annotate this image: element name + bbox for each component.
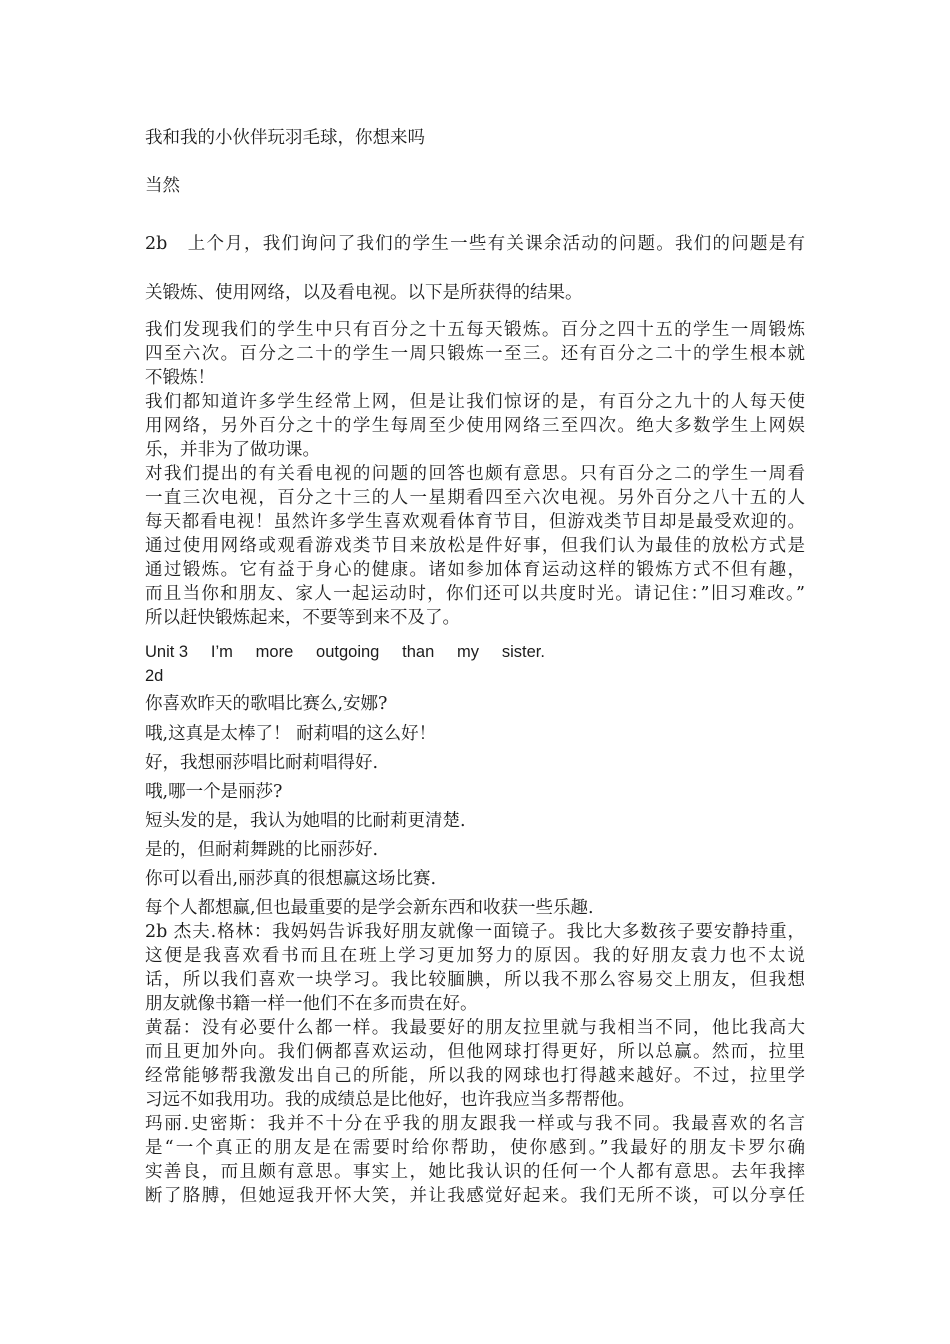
paragraph-line: 通过锻炼。它有益于身心的健康。诸如参加体育运动这样的锻炼方式不但有趣， xyxy=(145,560,805,580)
paragraph-line: 这便是我喜欢看书而且在班上学习更加努力的原因。我的好朋友袁力也不太说 xyxy=(145,946,805,966)
paragraph-line: 经常能够帮我激发出自己的所能，所以我的网球也打得越来越好。不过，拉里学 xyxy=(145,1066,805,1086)
intro-line-1: 我和我的小伙伴玩羽毛球，你想来吗 xyxy=(145,128,425,148)
section-2b-intro-line-1: 2b 上个月，我们询问了我们的学生一些有关课余活动的问题。我们的问题是有 xyxy=(145,234,805,254)
paragraph-line: 四至六次。百分之二十的学生一周只锻炼一至三。还有百分之二十的学生根本就 xyxy=(145,344,805,364)
unit-title-word: more xyxy=(255,643,294,661)
unit-title-word: sister. xyxy=(501,643,545,661)
dialogue-line: 好，我想丽莎唱比耐莉唱得好. xyxy=(145,753,379,773)
dialogue-line: 短头发的是，我认为她唱的比耐莉更清楚. xyxy=(145,811,466,831)
paragraph-line: 断了胳膊，但她逗我开怀大笑，并让我感觉好起来。我们无所不谈，可以分享任 xyxy=(145,1186,805,1206)
paragraph-line: 每天都看电视！虽然许多学生喜欢观看体育节目，但游戏类节目却是最受欢迎的。 xyxy=(145,512,805,532)
paragraph-line: 黄磊：没有必要什么都一样。我最要好的朋友拉里就与我相当不同，他比我高大 xyxy=(145,1018,805,1038)
paragraph-line: 通过使用网络或观看游戏类节目来放松是件好事，但我们认为最佳的放松方式是 xyxy=(145,536,805,556)
dialogue-line: 是的，但耐莉舞跳的比丽莎好. xyxy=(145,840,379,860)
unit-title-word: my xyxy=(457,643,480,661)
paragraph-line: 所以赶快锻炼起来，不要等到来不及了。 xyxy=(145,608,460,628)
unit-title-word: I’m xyxy=(210,643,233,661)
section-label-2d: 2d xyxy=(145,667,164,685)
paragraph-line: 话，所以我们喜欢一块学习。我比较腼腆，所以我不那么容易交上朋友，但我想 xyxy=(145,970,805,990)
paragraph-line: 而且当你和朋友、家人一起运动时，你们还可以共度时光。请记住：”旧习难改。” xyxy=(145,584,805,604)
paragraph-line: 我们都知道许多学生经常上网，但是让我们惊讶的是，有百分之九十的人每天使 xyxy=(145,392,805,412)
paragraph-line: 不锻炼！ xyxy=(145,368,215,388)
intro-line-2: 当然 xyxy=(145,176,180,196)
paragraph-line: 习远不如我用功。我的成绩总是比他好，也许我应当多帮帮他。 xyxy=(145,1090,635,1110)
paragraph-line: 是“一个真正的朋友是在需要时给你帮助，使你感到。”我最好的朋友卡罗尔确 xyxy=(145,1138,805,1158)
unit-title xyxy=(145,640,545,664)
paragraph-line: 乐，并非为了做功课。 xyxy=(145,440,320,460)
paragraph-line: 实善良，而且颇有意思。事实上，她比我认识的任何一个人都有意思。去年我摔 xyxy=(145,1162,805,1182)
paragraph-line: 而且更加外向。我们俩都喜欢运动，但他网球打得更好，所以总赢。然而，拉里 xyxy=(145,1042,805,1062)
unit-title-word: Unit 3 xyxy=(145,643,189,661)
paragraph-line: 朋友就像书籍一样一他们不在多而贵在好。 xyxy=(145,994,478,1014)
dialogue-line: 哦,哪一个是丽莎? xyxy=(145,782,283,802)
paragraph-line: 2b 杰夫.格林：我妈妈告诉我好朋友就像一面镜子。我比大多数孩子要安静持重， xyxy=(145,922,805,942)
dialogue-line: 你喜欢昨天的歌唱比赛么,安娜? xyxy=(145,694,388,714)
unit-title-word: than xyxy=(402,643,435,661)
section-2b-intro-line-2: 关锻炼、使用网络，以及看电视。以下是所获得的结果。 xyxy=(145,283,583,303)
unit-title-word: outgoing xyxy=(316,643,380,661)
dialogue-line: 哦,这真是太棒了！ 耐莉唱的这么好！ xyxy=(145,724,437,744)
paragraph-line: 玛丽.史密斯：我并不十分在乎我的朋友跟我一样或与我不同。我最喜欢的名言 xyxy=(145,1114,805,1134)
dialogue-line: 每个人都想赢,但也最重要的是学会新东西和收获一些乐趣. xyxy=(145,898,594,918)
paragraph-line: 用网络，另外百分之十的学生每周至少使用网络三至四次。绝大多数学生上网娱 xyxy=(145,416,805,436)
paragraph-line: 对我们提出的有关看电视的问题的回答也颇有意思。只有百分之二的学生一周看 xyxy=(145,464,805,484)
dialogue-line: 你可以看出,丽莎真的很想赢这场比赛. xyxy=(145,869,437,889)
paragraph-line: 一直三次电视，百分之十三的人一星期看四至六次电视。另外百分之八十五的人 xyxy=(145,488,805,508)
paragraph-line: 我们发现我们的学生中只有百分之十五每天锻炼。百分之四十五的学生一周锻炼 xyxy=(145,320,805,340)
section-label-2b: 2b xyxy=(145,234,168,254)
